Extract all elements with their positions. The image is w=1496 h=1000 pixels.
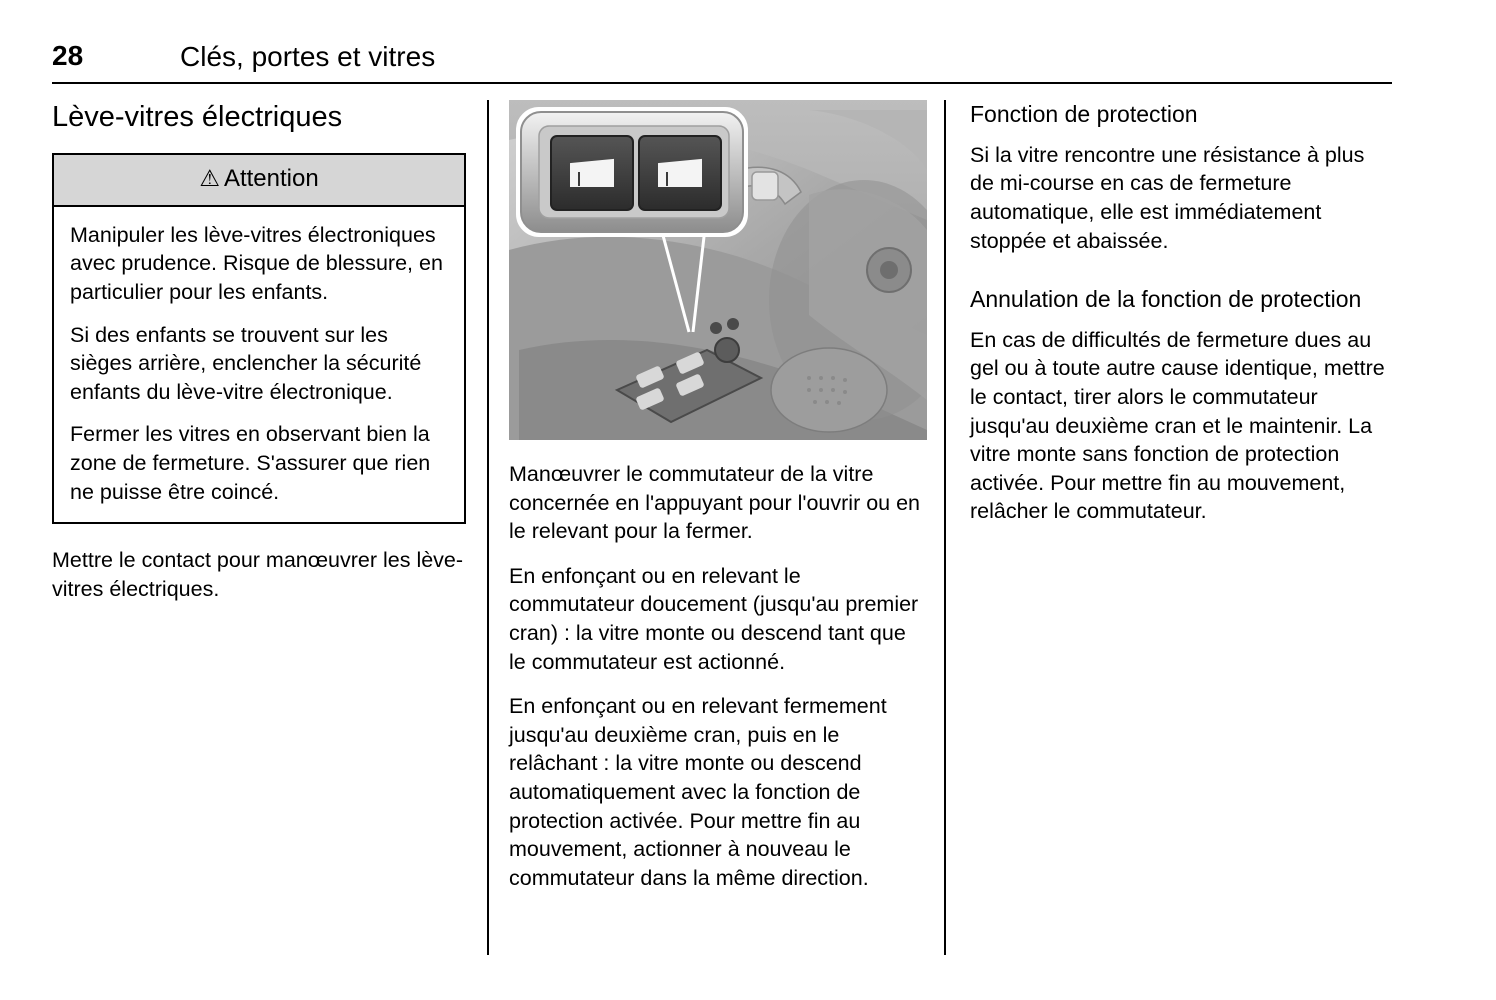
warning-triangle-icon: ⚠ (199, 165, 220, 192)
warning-label: Attention (223, 164, 319, 192)
page-number: 28 (52, 40, 84, 71)
middle-column (509, 100, 927, 892)
column-divider-2 (944, 100, 946, 955)
warning-paragraph: Manipuler les lève-vitres électroniques avec prudence. Risque de blessure, en particulier pour les enfants. (70, 222, 443, 304)
warning-box (52, 153, 466, 524)
section-title-power-windows: Lève-vitres électriques (52, 101, 343, 133)
left-column (52, 100, 466, 603)
body-paragraph: En cas de difficultés de fermeture dues au gel ou à toute autre cause identique, mettre le contact, tirer alors le commutateur jusqu'au deuxième cran et le maintenir. La vitre monte sans fonction de protection activée. Pour mettre fin au mouvement, relâcher le commutateur. (970, 327, 1385, 524)
body-paragraph: En enfonçant ou en relevant fermement jusqu'au deuxième cran, puis en le relâchant : la vitre monte ou descend automatiquement avec la fonction de protection activée. Pour mettre fin au mouvement, actionner à nouveau le commutateur dans la même direction. (509, 694, 887, 890)
body-paragraph: Mettre le contact pour manœuvrer les lève-vitres électriques. (52, 548, 464, 601)
section-title-protection-override: Annulation de la fonction de protection (970, 286, 1362, 313)
section-title-protection-function: Fonction de protection (970, 101, 1198, 127)
page-title: Clés, portes et vitres (180, 41, 436, 72)
warning-header (54, 155, 464, 207)
body-paragraph: Si la vitre rencontre une résistance à plus de mi-course en cas de fermeture automatique, elle est immédiatement stoppée et abaissée. (970, 142, 1365, 253)
body-paragraph: Manœuvrer le commutateur de la vitre concernée en l'appuyant pour l'ouvrir ou en le relevant pour la fermer. (509, 462, 921, 544)
door-window-switch-panel-illustration (509, 100, 927, 440)
warning-body (54, 207, 464, 522)
column-divider-1 (487, 100, 489, 955)
right-column (970, 100, 1390, 526)
warning-paragraph: Fermer les vitres en observant bien la zone de fermeture. S'assurer que rien ne puisse être coincé. (70, 422, 431, 504)
warning-paragraph: Si des enfants se trouvent sur les sièges arrière, enclencher la sécurité enfants du lève-vitre électronique. (70, 322, 422, 404)
page-header (52, 40, 1392, 84)
body-paragraph: En enfonçant ou en relevant le commutateur doucement (jusqu'au premier cran) : la vitre monte ou descend tant que le commutateur est actionné. (509, 563, 919, 674)
header-divider (52, 82, 1392, 84)
